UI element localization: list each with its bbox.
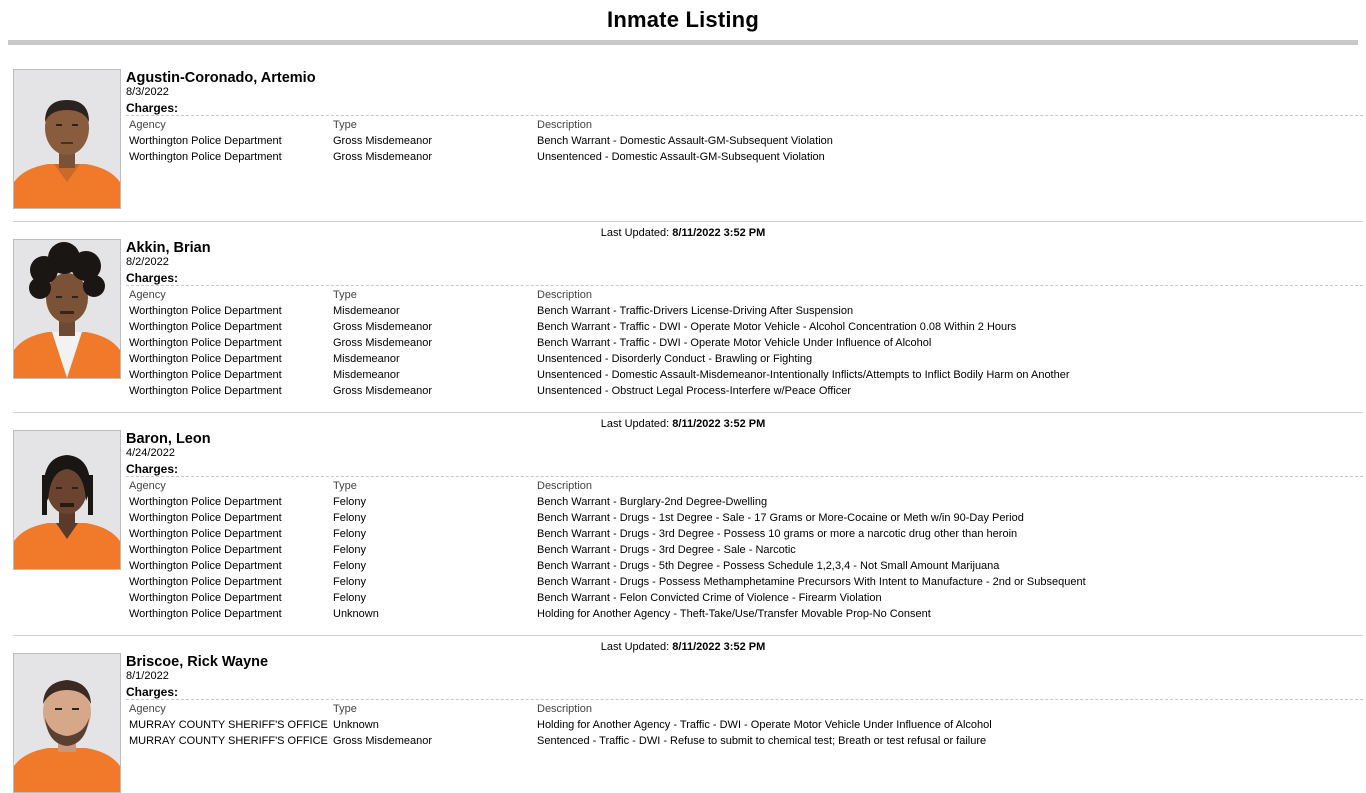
charge-row — [129, 510, 1359, 526]
charges-divider — [126, 285, 1363, 286]
page-title: Inmate Listing — [607, 7, 759, 32]
charge-row — [129, 303, 1359, 319]
charge-agency: Worthington Police Department — [129, 608, 282, 620]
charges-divider — [126, 115, 1363, 116]
charge-type: Misdemeanor — [333, 369, 400, 381]
charge-row — [129, 383, 1359, 399]
title-divider — [8, 40, 1358, 45]
inmate-name[interactable]: Agustin-Coronado, Artemio — [126, 70, 316, 86]
charge-row — [129, 335, 1359, 351]
charges-divider — [126, 699, 1363, 700]
charge-row — [129, 574, 1359, 590]
last-updated-label: Last Updated: — [600, 227, 673, 239]
charges-label: Charges: — [126, 685, 179, 699]
charge-agency: Worthington Police Department — [129, 512, 282, 524]
charge-row — [129, 351, 1359, 367]
charge-type: Gross Misdemeanor — [333, 151, 433, 163]
charge-row — [129, 717, 1359, 733]
charge-row — [129, 558, 1359, 574]
record-separator — [13, 412, 1363, 413]
booking-date: 8/1/2022 — [126, 670, 169, 682]
mugshot-photo[interactable] — [13, 430, 121, 570]
type-column-header: Type — [333, 289, 357, 301]
last-updated-value: 8/11/2022 3:52 PM — [672, 418, 766, 430]
record-separator — [13, 635, 1363, 636]
charge-description: Sentenced - Traffic - DWI - Refuse to submit to chemical test; Breath or test refusal or failure — [537, 735, 987, 747]
charge-agency: Worthington Police Department — [129, 151, 282, 163]
charge-description: Bench Warrant - Felon Convicted Crime of Violence - Firearm Violation — [537, 592, 882, 604]
charge-agency: Worthington Police Department — [129, 496, 282, 508]
charge-description: Unsentenced - Disorderly Conduct - Brawling or Fighting — [537, 353, 813, 365]
charge-description: Bench Warrant - Drugs - 1st Degree - Sale - 17 Grams or More-Cocaine or Meth w/in 90-Day Period — [537, 512, 1024, 524]
charge-row — [129, 367, 1359, 383]
type-column-header: Type — [333, 119, 357, 131]
charge-description: Unsentenced - Domestic Assault-Misdemeanor-Intentionally Inflicts/Attempts to Inflict Bodily Harm on Another — [537, 369, 1070, 381]
charge-description: Bench Warrant - Drugs - Possess Methamphetamine Precursors With Intent to Manufacture - 2nd or Subsequent — [537, 576, 1086, 588]
charges-label: Charges: — [126, 462, 179, 476]
charge-type: Misdemeanor — [333, 353, 400, 365]
last-updated-value: 8/11/2022 3:52 PM — [672, 641, 766, 653]
charge-type: Gross Misdemeanor — [333, 337, 433, 349]
charge-row — [129, 149, 1359, 165]
mugshot-photo[interactable] — [13, 239, 121, 379]
charge-type: Unknown — [333, 608, 379, 620]
charge-agency: Worthington Police Department — [129, 592, 282, 604]
type-column-header: Type — [333, 480, 357, 492]
charge-description: Bench Warrant - Burglary-2nd Degree-Dwelling — [537, 496, 768, 508]
agency-column-header: Agency — [129, 480, 166, 492]
last-updated — [0, 418, 1366, 431]
description-column-header: Description — [537, 119, 593, 131]
last-updated — [0, 641, 1366, 654]
description-column-header: Description — [537, 703, 593, 715]
charge-type: Felony — [333, 544, 367, 556]
charge-description: Bench Warrant - Traffic - DWI - Operate Motor Vehicle - Alcohol Concentration 0.08 Within 2 Hours — [537, 321, 1017, 333]
charges-header-row — [129, 117, 1359, 133]
charge-type: Gross Misdemeanor — [333, 735, 433, 747]
charge-agency: Worthington Police Department — [129, 560, 282, 572]
charges-header-row — [129, 287, 1359, 303]
charge-type: Felony — [333, 496, 367, 508]
last-updated-value: 8/11/2022 3:52 PM — [672, 227, 766, 239]
charge-row — [129, 133, 1359, 149]
last-updated — [0, 227, 1366, 240]
charge-description: Unsentenced - Domestic Assault-GM-Subsequent Violation — [537, 151, 825, 163]
charge-type: Gross Misdemeanor — [333, 385, 433, 397]
charges-header-row — [129, 701, 1359, 717]
booking-date: 8/2/2022 — [126, 256, 169, 268]
charge-type: Gross Misdemeanor — [333, 135, 433, 147]
charge-agency: Worthington Police Department — [129, 528, 282, 540]
charge-description: Holding for Another Agency - Theft-Take/Use/Transfer Movable Prop-No Consent — [537, 608, 931, 620]
charge-description: Bench Warrant - Traffic - DWI - Operate Motor Vehicle Under Influence of Alcohol — [537, 337, 932, 349]
charge-row — [129, 542, 1359, 558]
inmate-name[interactable]: Baron, Leon — [126, 431, 211, 447]
charge-agency: Worthington Police Department — [129, 385, 282, 397]
booking-date: 4/24/2022 — [126, 447, 175, 459]
charge-agency: Worthington Police Department — [129, 544, 282, 556]
charge-agency: MURRAY COUNTY SHERIFF'S OFFICE — [129, 719, 328, 731]
charges-label: Charges: — [126, 101, 179, 115]
charge-row — [129, 606, 1359, 622]
charge-agency: Worthington Police Department — [129, 321, 282, 333]
charge-type: Misdemeanor — [333, 305, 400, 317]
charge-row — [129, 733, 1359, 749]
agency-column-header: Agency — [129, 289, 166, 301]
charges-label: Charges: — [126, 271, 179, 285]
charge-agency: Worthington Police Department — [129, 135, 282, 147]
charge-agency: Worthington Police Department — [129, 576, 282, 588]
charge-description: Unsentenced - Obstruct Legal Process-Interfere w/Peace Officer — [537, 385, 852, 397]
charge-agency: Worthington Police Department — [129, 337, 282, 349]
inmate-name[interactable]: Akkin, Brian — [126, 240, 211, 256]
charge-row — [129, 494, 1359, 510]
charge-type: Unknown — [333, 719, 379, 731]
booking-date: 8/3/2022 — [126, 86, 169, 98]
charge-description: Bench Warrant - Drugs - 3rd Degree - Possess 10 grams or more a narcotic drug other than heroin — [537, 528, 1018, 540]
charge-type: Gross Misdemeanor — [333, 321, 433, 333]
charge-description: Bench Warrant - Domestic Assault-GM-Subsequent Violation — [537, 135, 833, 147]
last-updated-label: Last Updated: — [600, 641, 673, 653]
charge-type: Felony — [333, 560, 367, 572]
charge-row — [129, 590, 1359, 606]
mugshot-photo[interactable] — [13, 653, 121, 793]
description-column-header: Description — [537, 289, 593, 301]
last-updated-label: Last Updated: — [600, 418, 673, 430]
charge-description: Bench Warrant - Drugs - 3rd Degree - Sale - Narcotic — [537, 544, 796, 556]
record-separator — [13, 221, 1363, 222]
charge-type: Felony — [333, 512, 367, 524]
inmate-name[interactable]: Briscoe, Rick Wayne — [126, 654, 269, 670]
agency-column-header: Agency — [129, 703, 166, 715]
charges-divider — [126, 476, 1363, 477]
charge-agency: Worthington Police Department — [129, 305, 282, 317]
type-column-header: Type — [333, 703, 357, 715]
mugshot-photo[interactable] — [13, 69, 121, 209]
charge-agency: MURRAY COUNTY SHERIFF'S OFFICE — [129, 735, 328, 747]
charge-description: Holding for Another Agency - Traffic - DWI - Operate Motor Vehicle Under Influence of Alcohol — [537, 719, 992, 731]
charge-description: Bench Warrant - Traffic-Drivers License-Driving After Suspension — [537, 305, 854, 317]
charge-type: Felony — [333, 592, 367, 604]
charge-row — [129, 526, 1359, 542]
charge-description: Bench Warrant - Drugs - 5th Degree - Possess Schedule 1,2,3,4 - Not Small Amount Marijuana — [537, 560, 1000, 572]
agency-column-header: Agency — [129, 119, 166, 131]
description-column-header: Description — [537, 480, 593, 492]
charge-type: Felony — [333, 528, 367, 540]
charges-header-row — [129, 478, 1359, 494]
charge-row — [129, 319, 1359, 335]
charge-agency: Worthington Police Department — [129, 369, 282, 381]
charge-type: Felony — [333, 576, 367, 588]
charge-agency: Worthington Police Department — [129, 353, 282, 365]
